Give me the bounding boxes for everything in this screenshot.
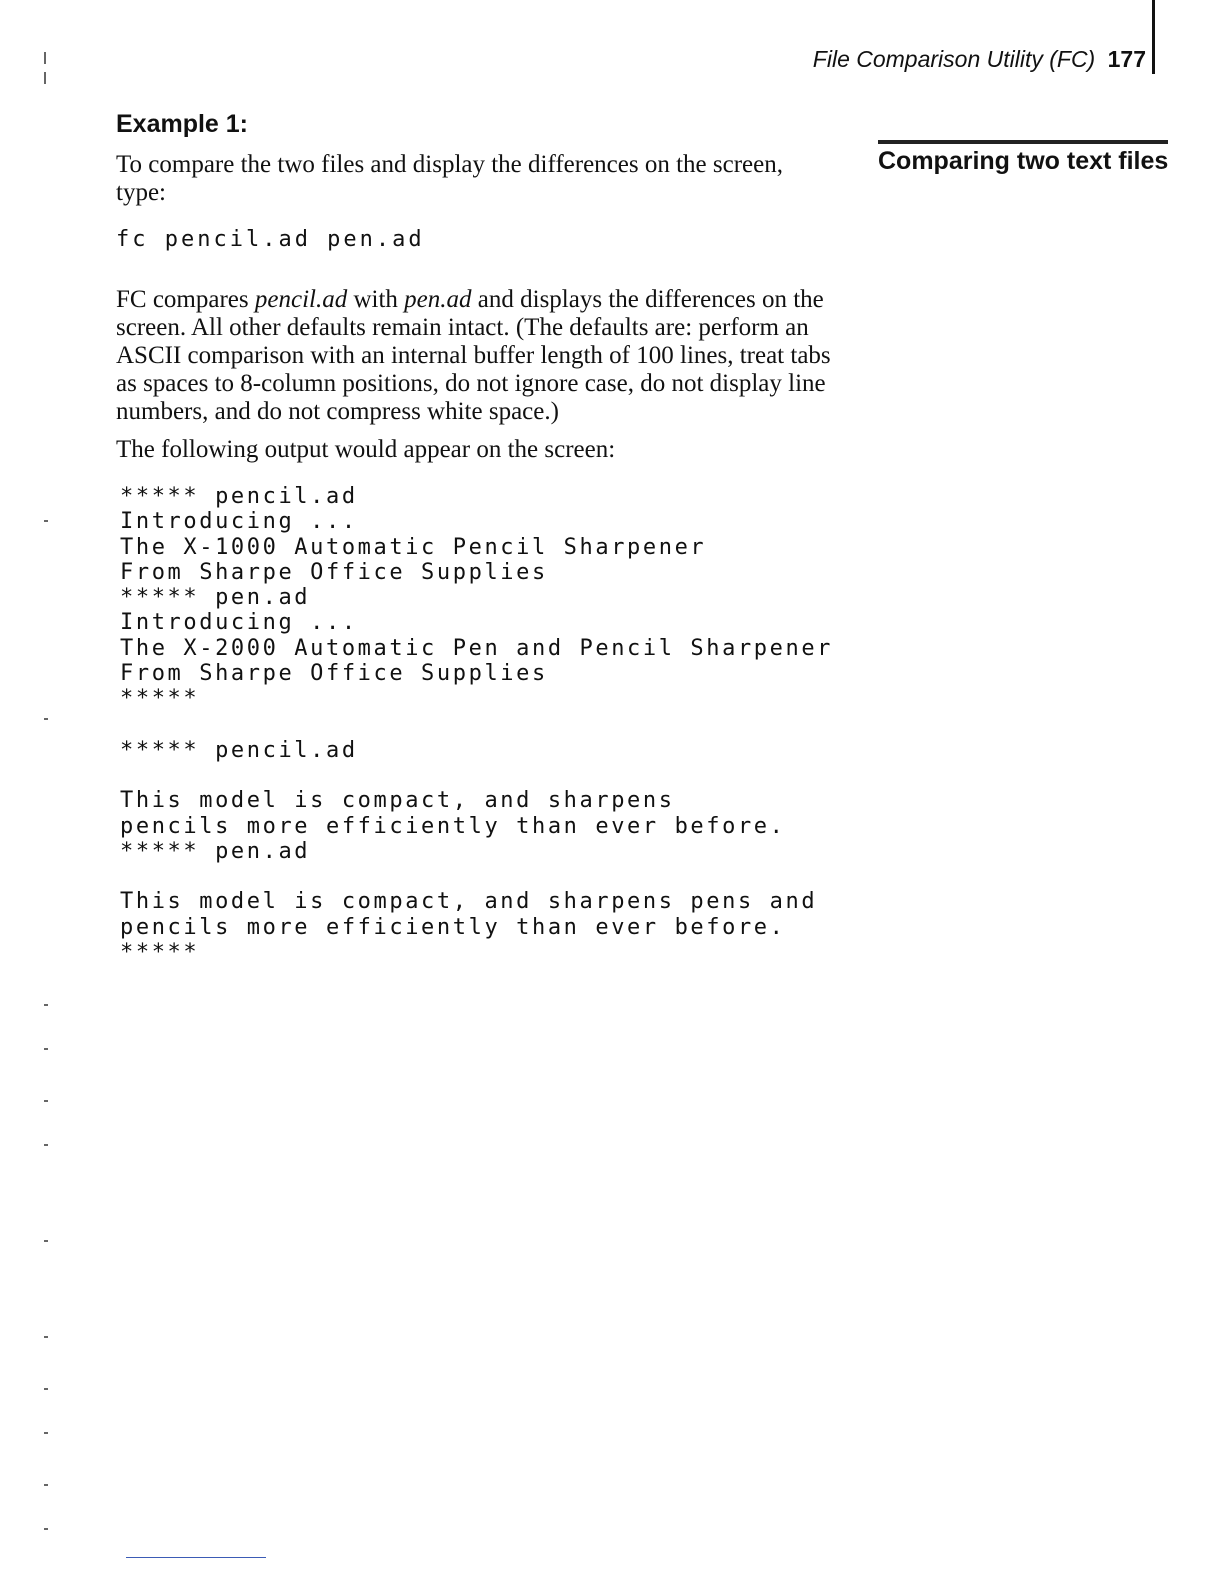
margin-tick [44, 52, 46, 64]
margin-tick [44, 1388, 48, 1390]
margin-tick [44, 1528, 48, 1530]
margin-tick [44, 1240, 48, 1242]
margin-tick [44, 520, 48, 522]
footer-rule [126, 1557, 266, 1558]
running-header-title: File Comparison Utility (FC) [812, 46, 1096, 72]
margin-tick [44, 1048, 48, 1050]
main-column [116, 110, 836, 965]
output-intro: The following output would appear on the screen: [116, 436, 616, 463]
filename-pencil: pencil.ad [254, 286, 348, 313]
explanation-text: and displays the differences on the screen. All other defaults remain intact. (The defaults are: perform an ASCII comparison with an internal buffer length of 100 lines, treat tabs as spaces to 8-column positions, do not ignore case, do not display line numbers, and do not compress white space.) [116, 286, 831, 425]
example-heading: Example 1: [116, 110, 249, 138]
side-heading: Comparing two text files [878, 147, 1169, 175]
margin-tick [44, 1144, 48, 1146]
margin-tick [44, 72, 46, 84]
explanation-text: FC compares [116, 286, 255, 313]
margin-tick [44, 1336, 48, 1338]
header-vertical-rule [1152, 0, 1155, 74]
explanation-paragraph [116, 286, 836, 426]
running-header [813, 46, 1146, 73]
intro-paragraph: To compare the two files and display the differences on the screen, type: [116, 151, 783, 206]
explanation-text: with [347, 286, 405, 313]
margin-tick [44, 718, 48, 720]
command-line: fc pencil.ad pen.ad [116, 227, 425, 252]
filename-pen: pen.ad [404, 286, 472, 313]
margin-tick [44, 1484, 48, 1486]
output-block-body-diff: ***** pencil.ad This model is compact, and sharpens pencils more efficiently than ever before. ***** pen.ad This model is compact, and sharpens pens and pencils more efficiently than ever before. ***** [120, 737, 818, 966]
margin-tick [44, 1004, 48, 1006]
page-number: 177 [1107, 46, 1146, 72]
margin-tick [44, 1100, 48, 1102]
margin-tick [44, 1432, 48, 1434]
output-block-header-diff: ***** pencil.ad Introducing ... The X-1000 Automatic Pencil Sharpener From Sharpe Office Supplies ***** pen.ad Introducing ... The X-2000 Automatic Pen and Pencil Sharpener From Sharpe Office Supplies ***** [120, 484, 834, 712]
side-heading-rule [878, 140, 1168, 144]
